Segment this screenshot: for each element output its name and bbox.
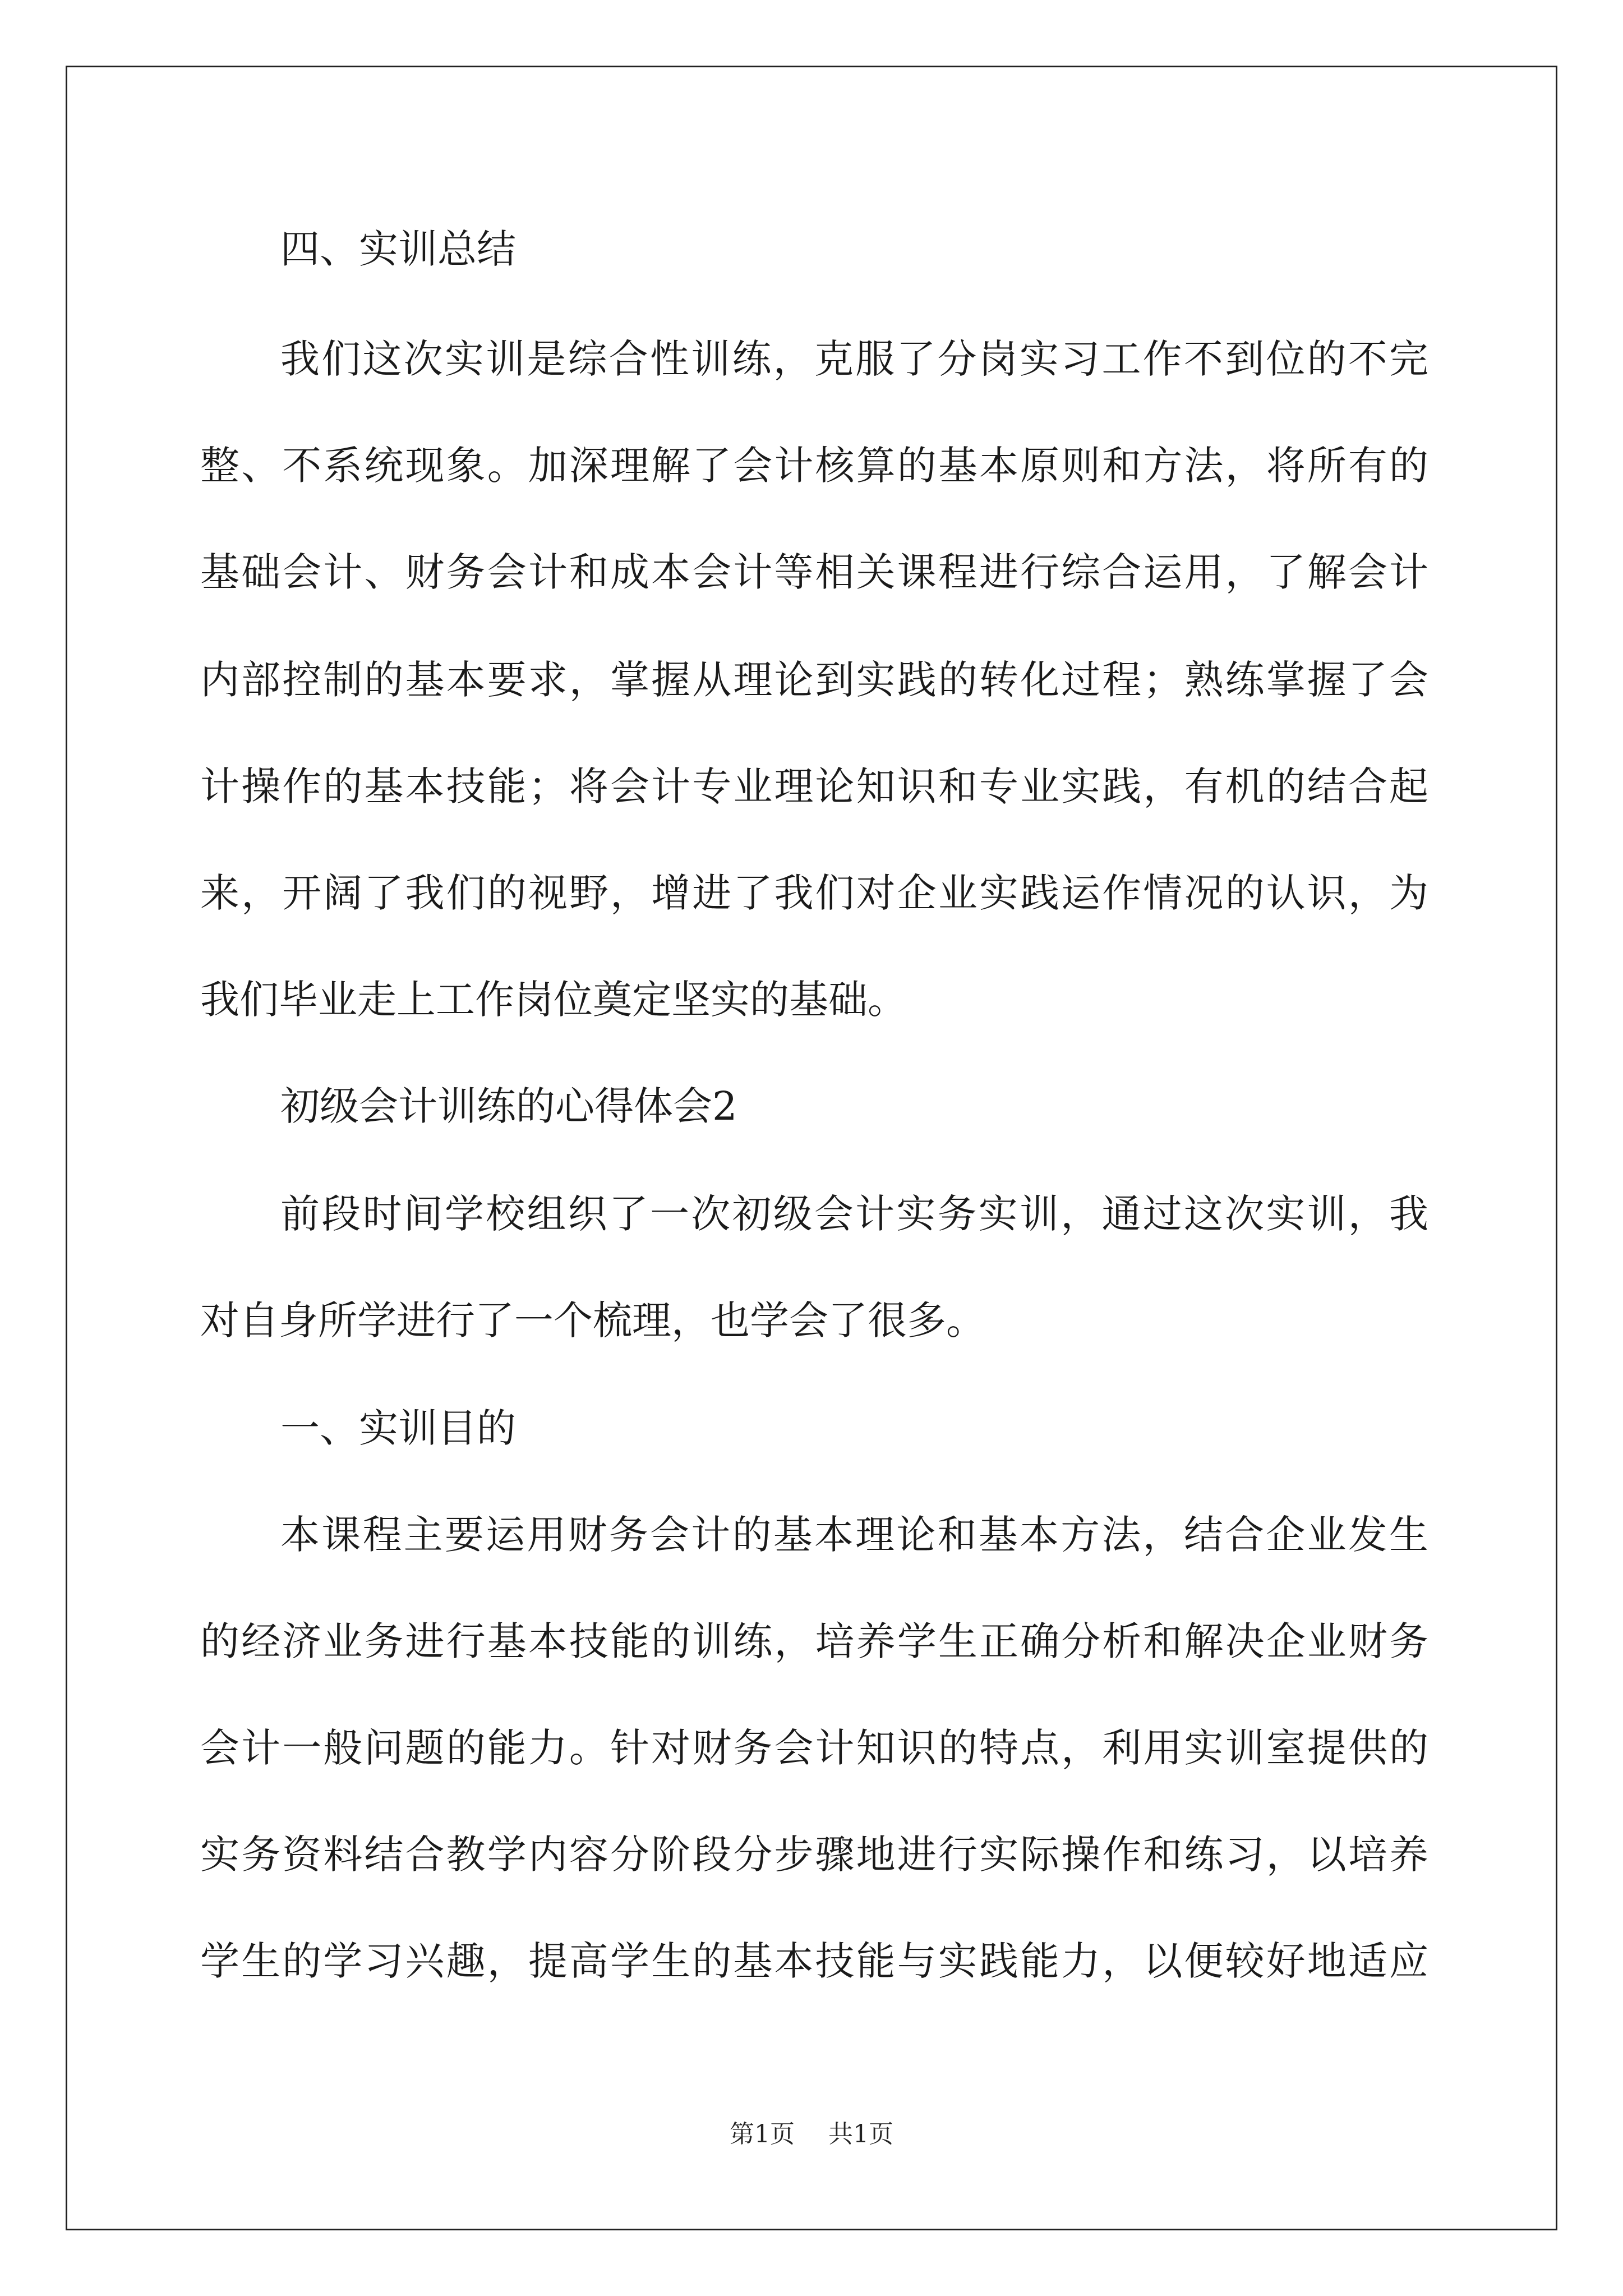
paragraph-line: 本课程主要运用财务会计的基本理论和基本方法，结合企业发生 xyxy=(280,1512,1428,1558)
paragraph-line: 来，开阔了我们的视野，增进了我们对企业实践运作情况的认识，为 xyxy=(200,870,1428,916)
paragraph-line: 会计一般问题的能力。针对财务会计知识的特点，利用实训室提供的 xyxy=(200,1725,1428,1771)
paragraph-line: 内部控制的基本要求，掌握从理论到实践的转化过程；熟练掌握了会 xyxy=(200,657,1428,703)
article-title-2: 初级会计训练的心得体会2 xyxy=(280,1083,737,1129)
paragraph-line: 学生的学习兴趣，提高学生的基本技能与实践能力，以便较好地适应 xyxy=(200,1938,1428,1984)
paragraph-line: 整、不系统现象。加深理解了会计核算的基本原则和方法，将所有的 xyxy=(200,443,1428,489)
paragraph-line: 实务资料结合教学内容分阶段分步骤地进行实际操作和练习，以培养 xyxy=(200,1832,1428,1878)
paragraph-line: 我们毕业走上工作岗位奠定坚实的基础。 xyxy=(200,977,907,1023)
paragraph-line: 计操作的基本技能；将会计专业理论知识和专业实践，有机的结合起 xyxy=(200,763,1428,809)
page-total: 共1页 xyxy=(828,2120,893,2148)
paragraph-line: 的经济业务进行基本技能的训练，培养学生正确分析和解决企业财务 xyxy=(200,1618,1428,1664)
page-footer xyxy=(0,2118,1623,2151)
section-heading-summary: 四、实训总结 xyxy=(280,226,516,272)
section-heading-purpose: 一、实训目的 xyxy=(280,1405,516,1451)
paragraph-line: 前段时间学校组织了一次初级会计实务实训，通过这次实训，我 xyxy=(280,1191,1428,1237)
paragraph-line: 我们这次实训是综合性训练，克服了分岗实习工作不到位的不完 xyxy=(280,336,1428,382)
paragraph-line: 对自身所学进行了一个梳理，也学会了很多。 xyxy=(200,1297,985,1343)
page-number: 第1页 xyxy=(730,2120,795,2148)
paragraph-line: 基础会计、财务会计和成本会计等相关课程进行综合运用，了解会计 xyxy=(200,549,1428,595)
